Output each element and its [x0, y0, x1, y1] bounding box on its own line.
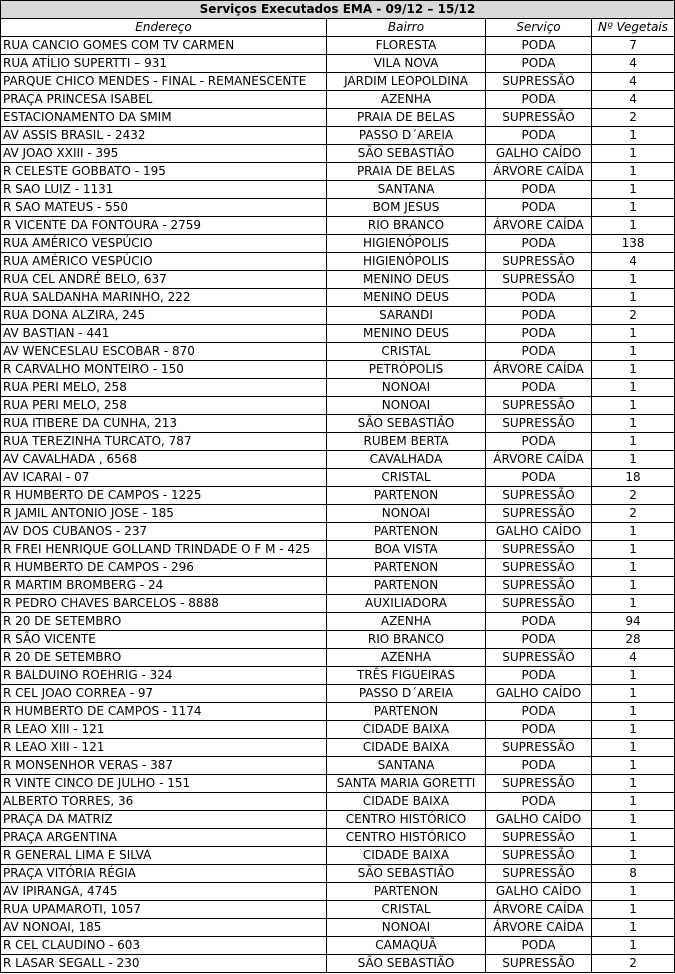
table-row [1, 559, 675, 577]
cell-servico: SUPRESSÃO [486, 595, 592, 613]
cell-bairro: AZENHA [327, 649, 486, 667]
cell-endereco: RUA CANCIO GOMES COM TV CARMEN [1, 37, 327, 55]
cell-servico: SUPRESSÃO [486, 739, 592, 757]
table-row [1, 271, 675, 289]
cell-vegetais: 1 [592, 451, 675, 469]
header-vegetais: Nº Vegetais [592, 19, 675, 37]
cell-vegetais: 1 [592, 919, 675, 937]
table-row [1, 289, 675, 307]
cell-servico: SUPRESSÃO [486, 847, 592, 865]
cell-endereco: R 20 DE SETEMBRO [1, 613, 327, 631]
table-row [1, 649, 675, 667]
cell-servico: SUPRESSÃO [486, 577, 592, 595]
cell-bairro: CRISTAL [327, 901, 486, 919]
cell-endereco: R HUMBERTO DE CAMPOS - 1225 [1, 487, 327, 505]
cell-servico: PODA [486, 937, 592, 955]
cell-vegetais: 2 [592, 505, 675, 523]
table-title: Serviços Executados EMA - 09/12 – 15/12 [1, 1, 675, 19]
cell-bairro: SANTANA [327, 757, 486, 775]
title-row [1, 1, 675, 19]
cell-vegetais: 1 [592, 415, 675, 433]
table-row [1, 433, 675, 451]
cell-vegetais: 1 [592, 775, 675, 793]
table-row [1, 793, 675, 811]
cell-bairro: HIGIENÓPOLIS [327, 253, 486, 271]
cell-bairro: RIO BRANCO [327, 217, 486, 235]
table-row [1, 127, 675, 145]
table-row [1, 379, 675, 397]
cell-endereco: R SAO LUIZ - 1131 [1, 181, 327, 199]
table-row [1, 757, 675, 775]
cell-bairro: MENINO DEUS [327, 271, 486, 289]
cell-vegetais: 1 [592, 361, 675, 379]
cell-endereco: R CARVALHO MONTEIRO - 150 [1, 361, 327, 379]
cell-vegetais: 2 [592, 487, 675, 505]
cell-bairro: SANTANA [327, 181, 486, 199]
table-row [1, 325, 675, 343]
cell-vegetais: 1 [592, 559, 675, 577]
header-servico: Serviço [486, 19, 592, 37]
cell-bairro: SÃO SEBASTIÃO [327, 145, 486, 163]
cell-servico: GALHO CAÍDO [486, 685, 592, 703]
cell-servico: PODA [486, 181, 592, 199]
header-row [1, 19, 675, 37]
cell-endereco: R 20 DE SETEMBRO [1, 649, 327, 667]
cell-vegetais: 1 [592, 181, 675, 199]
cell-vegetais: 1 [592, 379, 675, 397]
cell-vegetais: 1 [592, 523, 675, 541]
cell-bairro: RUBEM BERTA [327, 433, 486, 451]
table-row [1, 487, 675, 505]
cell-vegetais: 1 [592, 577, 675, 595]
cell-endereco: AV BASTIAN - 441 [1, 325, 327, 343]
table-row [1, 415, 675, 433]
cell-vegetais: 1 [592, 703, 675, 721]
cell-endereco: R CEL JOAO CORREA - 97 [1, 685, 327, 703]
table-row [1, 811, 675, 829]
table-row [1, 181, 675, 199]
cell-bairro: PRAIA DE BELAS [327, 109, 486, 127]
cell-servico: SUPRESSÃO [486, 109, 592, 127]
table-row [1, 685, 675, 703]
cell-bairro: BOM JESUS [327, 199, 486, 217]
cell-servico: PODA [486, 343, 592, 361]
cell-endereco: AV DOS CUBANOS - 237 [1, 523, 327, 541]
cell-bairro: PASSO D´AREIA [327, 685, 486, 703]
cell-servico: PODA [486, 793, 592, 811]
cell-servico: SUPRESSÃO [486, 865, 592, 883]
table-row [1, 721, 675, 739]
cell-endereco: PRAÇA ARGENTINA [1, 829, 327, 847]
table-row [1, 109, 675, 127]
cell-servico: SUPRESSÃO [486, 559, 592, 577]
cell-servico: PODA [486, 379, 592, 397]
cell-servico: PODA [486, 757, 592, 775]
cell-servico: PODA [486, 91, 592, 109]
cell-servico: ÁRVORE CAÍDA [486, 163, 592, 181]
cell-vegetais: 1 [592, 145, 675, 163]
table-row [1, 595, 675, 613]
cell-endereco: RUA UPAMAROTI, 1057 [1, 901, 327, 919]
table-row [1, 253, 675, 271]
cell-endereco: AV ICARAI - 07 [1, 469, 327, 487]
cell-endereco: AV ASSIS BRASIL - 2432 [1, 127, 327, 145]
cell-bairro: HIGIENÓPOLIS [327, 235, 486, 253]
cell-endereco: RUA AMÉRICO VESPÚCIO [1, 235, 327, 253]
cell-endereco: PARQUE CHICO MENDES - FINAL - REMANESCENTE [1, 73, 327, 91]
cell-vegetais: 1 [592, 163, 675, 181]
cell-vegetais: 7 [592, 37, 675, 55]
cell-bairro: SARANDI [327, 307, 486, 325]
cell-endereco: AV IPIRANGA, 4745 [1, 883, 327, 901]
cell-endereco: R LASAR SEGALL - 230 [1, 955, 327, 973]
cell-servico: SUPRESSÃO [486, 775, 592, 793]
cell-vegetais: 1 [592, 289, 675, 307]
cell-bairro: CENTRO HISTÓRICO [327, 829, 486, 847]
cell-bairro: PARTENON [327, 559, 486, 577]
table-row [1, 307, 675, 325]
cell-servico: PODA [486, 469, 592, 487]
cell-bairro: AZENHA [327, 613, 486, 631]
table-row [1, 829, 675, 847]
cell-servico: ÁRVORE CAÍDA [486, 361, 592, 379]
cell-bairro: PARTENON [327, 487, 486, 505]
cell-vegetais: 1 [592, 793, 675, 811]
cell-servico: SUPRESSÃO [486, 73, 592, 91]
cell-servico: GALHO CAÍDO [486, 145, 592, 163]
table-row [1, 667, 675, 685]
cell-servico: SUPRESSÃO [486, 829, 592, 847]
cell-servico: SUPRESSÃO [486, 955, 592, 973]
cell-bairro: FLORESTA [327, 37, 486, 55]
header-bairro: Bairro [327, 19, 486, 37]
cell-servico: PODA [486, 613, 592, 631]
cell-vegetais: 1 [592, 217, 675, 235]
cell-servico: GALHO CAÍDO [486, 811, 592, 829]
cell-servico: PODA [486, 289, 592, 307]
cell-bairro: PASSO D´AREIA [327, 127, 486, 145]
cell-servico: ÁRVORE CAÍDA [486, 451, 592, 469]
cell-bairro: PARTENON [327, 703, 486, 721]
cell-endereco: PRAÇA VITÓRIA RÉGIA [1, 865, 327, 883]
cell-bairro: SANTA MARIA GORETTI [327, 775, 486, 793]
table-row [1, 217, 675, 235]
cell-servico: SUPRESSÃO [486, 415, 592, 433]
cell-vegetais: 1 [592, 595, 675, 613]
cell-servico: SUPRESSÃO [486, 541, 592, 559]
cell-servico: SUPRESSÃO [486, 649, 592, 667]
cell-vegetais: 4 [592, 91, 675, 109]
cell-endereco: ALBERTO TORRES, 36 [1, 793, 327, 811]
cell-bairro: PRAIA DE BELAS [327, 163, 486, 181]
table-row [1, 937, 675, 955]
cell-vegetais: 2 [592, 307, 675, 325]
cell-vegetais: 138 [592, 235, 675, 253]
cell-endereco: PRAÇA DA MATRIZ [1, 811, 327, 829]
cell-bairro: PARTENON [327, 883, 486, 901]
cell-vegetais: 1 [592, 757, 675, 775]
cell-bairro: VILA NOVA [327, 55, 486, 73]
cell-servico: SUPRESSÃO [486, 253, 592, 271]
cell-endereco: AV CAVALHADA , 6568 [1, 451, 327, 469]
cell-bairro: CENTRO HISTÓRICO [327, 811, 486, 829]
table-row [1, 775, 675, 793]
cell-vegetais: 4 [592, 55, 675, 73]
cell-vegetais: 8 [592, 865, 675, 883]
cell-endereco: R JAMIL ANTONIO JOSE - 185 [1, 505, 327, 523]
cell-endereco: R CEL CLAUDINO - 603 [1, 937, 327, 955]
cell-endereco: R LEAO XIII - 121 [1, 721, 327, 739]
table-row [1, 613, 675, 631]
cell-bairro: PARTENON [327, 577, 486, 595]
cell-bairro: PETRÓPOLIS [327, 361, 486, 379]
table-row [1, 703, 675, 721]
table-body [1, 37, 675, 973]
cell-vegetais: 2 [592, 955, 675, 973]
cell-endereco: R FREI HENRIQUE GOLLAND TRINDADE O F M - 425 [1, 541, 327, 559]
cell-endereco: R BALDUINO ROEHRIG - 324 [1, 667, 327, 685]
cell-endereco: R VICENTE DA FONTOURA - 2759 [1, 217, 327, 235]
cell-bairro: NONOAI [327, 397, 486, 415]
cell-endereco: RUA PERI MELO, 258 [1, 397, 327, 415]
table-row [1, 235, 675, 253]
cell-bairro: BOA VISTA [327, 541, 486, 559]
cell-bairro: CAMAQUÃ [327, 937, 486, 955]
cell-bairro: NONOAI [327, 505, 486, 523]
cell-vegetais: 4 [592, 649, 675, 667]
cell-vegetais: 18 [592, 469, 675, 487]
cell-vegetais: 1 [592, 829, 675, 847]
cell-vegetais: 1 [592, 541, 675, 559]
cell-endereco: RUA DONA ALZIRA, 245 [1, 307, 327, 325]
table-row [1, 577, 675, 595]
cell-servico: PODA [486, 199, 592, 217]
cell-servico: PODA [486, 433, 592, 451]
cell-endereco: R LEAO XIII - 121 [1, 739, 327, 757]
cell-bairro: CIDADE BAIXA [327, 793, 486, 811]
cell-bairro: NONOAI [327, 919, 486, 937]
cell-servico: PODA [486, 235, 592, 253]
cell-servico: PODA [486, 631, 592, 649]
cell-vegetais: 1 [592, 325, 675, 343]
cell-endereco: AV NONOAI, 185 [1, 919, 327, 937]
cell-servico: PODA [486, 127, 592, 145]
cell-servico: PODA [486, 325, 592, 343]
cell-bairro: AUXILIADORA [327, 595, 486, 613]
cell-vegetais: 1 [592, 685, 675, 703]
cell-endereco: R SAO MATEUS - 550 [1, 199, 327, 217]
cell-endereco: RUA PERI MELO, 258 [1, 379, 327, 397]
cell-servico: GALHO CAÍDO [486, 883, 592, 901]
cell-servico: SUPRESSÃO [486, 487, 592, 505]
cell-bairro: CAVALHADA [327, 451, 486, 469]
table-row [1, 91, 675, 109]
cell-vegetais: 1 [592, 397, 675, 415]
cell-vegetais: 1 [592, 199, 675, 217]
table-row [1, 955, 675, 973]
cell-endereco: PRAÇA PRINCESA ISABEL [1, 91, 327, 109]
cell-vegetais: 1 [592, 901, 675, 919]
cell-servico: GALHO CAÍDO [486, 523, 592, 541]
cell-servico: PODA [486, 721, 592, 739]
cell-bairro: AZENHA [327, 91, 486, 109]
cell-endereco: R MARTIM BROMBERG - 24 [1, 577, 327, 595]
header-endereco: Endereço [1, 19, 327, 37]
cell-endereco: R SÃO VICENTE [1, 631, 327, 649]
cell-vegetais: 1 [592, 739, 675, 757]
cell-endereco: ESTACIONAMENTO DA SMIM [1, 109, 327, 127]
cell-endereco: R GENERAL LIMA E SILVA [1, 847, 327, 865]
cell-vegetais: 4 [592, 73, 675, 91]
cell-vegetais: 1 [592, 811, 675, 829]
cell-bairro: SÃO SEBASTIÃO [327, 415, 486, 433]
cell-endereco: AV JOAO XXIII - 395 [1, 145, 327, 163]
cell-servico: PODA [486, 55, 592, 73]
cell-vegetais: 4 [592, 253, 675, 271]
cell-bairro: MENINO DEUS [327, 325, 486, 343]
cell-servico: PODA [486, 703, 592, 721]
table-row [1, 37, 675, 55]
table-row [1, 55, 675, 73]
cell-endereco: R PEDRO CHAVES BARCELOS - 8888 [1, 595, 327, 613]
cell-endereco: RUA ITIBERE DA CUNHA, 213 [1, 415, 327, 433]
cell-bairro: MENINO DEUS [327, 289, 486, 307]
cell-endereco: RUA SALDANHA MARINHO, 222 [1, 289, 327, 307]
cell-bairro: CRISTAL [327, 469, 486, 487]
cell-servico: PODA [486, 307, 592, 325]
cell-vegetais: 1 [592, 667, 675, 685]
table-row [1, 73, 675, 91]
cell-servico: SUPRESSÃO [486, 505, 592, 523]
table-row [1, 343, 675, 361]
cell-servico: ÁRVORE CAÍDA [486, 901, 592, 919]
table-row [1, 883, 675, 901]
table-row [1, 541, 675, 559]
cell-bairro: CIDADE BAIXA [327, 847, 486, 865]
cell-endereco: R CELESTE GOBBATO - 195 [1, 163, 327, 181]
table-row [1, 199, 675, 217]
table-row [1, 451, 675, 469]
cell-vegetais: 94 [592, 613, 675, 631]
table-row [1, 523, 675, 541]
cell-vegetais: 1 [592, 271, 675, 289]
cell-endereco: RUA TEREZINHA TURCATO, 787 [1, 433, 327, 451]
cell-vegetais: 1 [592, 721, 675, 739]
cell-vegetais: 1 [592, 847, 675, 865]
cell-servico: SUPRESSÃO [486, 397, 592, 415]
cell-bairro: SÃO SEBASTIÃO [327, 955, 486, 973]
cell-endereco: R VINTE CINCO DE JULHO - 151 [1, 775, 327, 793]
table-row [1, 865, 675, 883]
cell-vegetais: 1 [592, 433, 675, 451]
cell-servico: PODA [486, 37, 592, 55]
cell-vegetais: 1 [592, 343, 675, 361]
cell-servico: ÁRVORE CAÍDA [486, 919, 592, 937]
cell-bairro: JARDIM LEOPOLDINA [327, 73, 486, 91]
cell-endereco: R HUMBERTO DE CAMPOS - 1174 [1, 703, 327, 721]
cell-endereco: RUA ATÍLIO SUPERTTI – 931 [1, 55, 327, 73]
cell-endereco: AV WENCESLAU ESCOBAR - 870 [1, 343, 327, 361]
cell-servico: ÁRVORE CAÍDA [486, 217, 592, 235]
cell-endereco: R HUMBERTO DE CAMPOS - 296 [1, 559, 327, 577]
cell-vegetais: 1 [592, 883, 675, 901]
table-row [1, 505, 675, 523]
table-row [1, 163, 675, 181]
cell-servico: PODA [486, 667, 592, 685]
cell-vegetais: 1 [592, 127, 675, 145]
table-row [1, 397, 675, 415]
cell-bairro: CIDADE BAIXA [327, 721, 486, 739]
table-row [1, 919, 675, 937]
table-row [1, 901, 675, 919]
table-row [1, 631, 675, 649]
cell-endereco: RUA CEL ANDRÉ BELO, 637 [1, 271, 327, 289]
cell-bairro: SÃO SEBASTIÃO [327, 865, 486, 883]
cell-bairro: NONOAI [327, 379, 486, 397]
table-row [1, 469, 675, 487]
table-row [1, 847, 675, 865]
cell-bairro: RIO BRANCO [327, 631, 486, 649]
table-row [1, 145, 675, 163]
cell-endereco: RUA AMÉRICO VESPÚCIO [1, 253, 327, 271]
cell-vegetais: 1 [592, 937, 675, 955]
cell-bairro: CIDADE BAIXA [327, 739, 486, 757]
cell-bairro: TRÊS FIGUEIRAS [327, 667, 486, 685]
cell-bairro: PARTENON [327, 523, 486, 541]
cell-servico: SUPRESSÃO [486, 271, 592, 289]
table-row [1, 739, 675, 757]
cell-vegetais: 28 [592, 631, 675, 649]
table-row [1, 361, 675, 379]
cell-vegetais: 2 [592, 109, 675, 127]
cell-bairro: CRISTAL [327, 343, 486, 361]
cell-endereco: R MONSENHOR VERAS - 387 [1, 757, 327, 775]
